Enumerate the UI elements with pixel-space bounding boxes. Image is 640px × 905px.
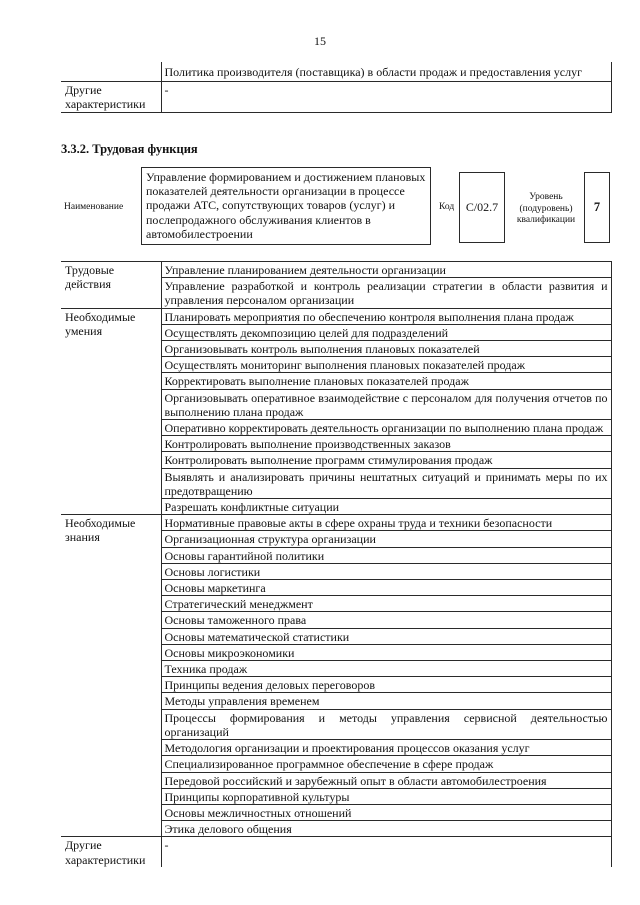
required-knowledge-item: Основы маркетинга <box>161 580 611 596</box>
other-characteristics-row <box>61 837 611 867</box>
function-code-label: Код <box>439 202 455 212</box>
required-knowledge-row <box>61 515 611 531</box>
required-knowledge-item: Этика делового общения <box>161 821 611 837</box>
labor-action-label: Трудовые действия <box>61 262 161 309</box>
top-table-continuation: Политика производителя (поставщика) в области продаж и предоставления услуг <box>161 62 611 82</box>
required-skill-item: Контролировать выполнение производственных заказов <box>161 436 611 452</box>
required-knowledge-label: Необходимые знания <box>61 515 161 837</box>
required-skill-item: Осуществлять декомпозицию целей для подразделений <box>161 324 611 340</box>
required-knowledge-item: Основы таможенного права <box>161 612 611 628</box>
required-skill-item: Организовывать оперативное взаимодействие с персоналом для получения отчетов по выполнению плана продаж <box>161 389 611 419</box>
required-skill-item: Контролировать выполнение программ стимулирования продаж <box>161 452 611 468</box>
labor-action-item: Управление разработкой и контроль реализации стратегии в области развития и управления персоналом организации <box>161 278 611 308</box>
required-knowledge-item: Техника продаж <box>161 661 611 677</box>
other-characteristics-value: - <box>161 837 611 867</box>
required-knowledge-item: Основы гарантийной политики <box>161 547 611 563</box>
top-table-other-value: - <box>161 82 611 112</box>
qualification-level-label: Уровень (подуровень) квалификации <box>516 192 576 225</box>
qualification-level-value: 7 <box>584 172 610 243</box>
required-skill-item: Корректировать выполнение плановых показателей продаж <box>161 373 611 389</box>
required-skill-item: Выявлять и анализировать причины нештатных ситуаций и принимать меры по их предотвращению <box>161 468 611 498</box>
required-skill-item: Организовывать контроль выполнения плановых показателей <box>161 341 611 357</box>
top-table-other-label: Другие характеристики <box>61 82 161 112</box>
required-knowledge-item: Стратегический менеджмент <box>161 596 611 612</box>
required-skill-item: Осуществлять мониторинг выполнения плановых показателей продаж <box>161 357 611 373</box>
required-skill-row <box>61 308 611 324</box>
section-heading: 3.3.2. Трудовая функция <box>61 142 198 156</box>
function-code-value: C/02.7 <box>459 172 505 243</box>
page-number: 15 <box>314 34 326 48</box>
labor-action-item: Управление планированием деятельности организации <box>161 262 611 278</box>
required-knowledge-item: Методы управления временем <box>161 693 611 709</box>
required-knowledge-item: Основы логистики <box>161 563 611 579</box>
required-knowledge-item: Основы математической статистики <box>161 628 611 644</box>
required-knowledge-item: Процессы формирования и методы управления сервисной деятельностью организаций <box>161 709 611 739</box>
required-knowledge-item: Методология организации и проектирования процессов оказания услуг <box>161 740 611 756</box>
required-knowledge-item: Нормативные правовые акты в сфере охраны труда и техники безопасности <box>161 515 611 531</box>
function-name-label: Наименование <box>64 202 124 212</box>
required-skill-item: Планировать мероприятия по обеспечению контроля выполнения плана продаж <box>161 308 611 324</box>
required-knowledge-item: Основы межличностных отношений <box>161 804 611 820</box>
required-knowledge-item: Организационная структура организации <box>161 531 611 547</box>
required-skill-item: Оперативно корректировать деятельность организации по выполнению плана продаж <box>161 420 611 436</box>
function-details-table <box>61 261 612 867</box>
required-skill-item: Разрешать конфликтные ситуации <box>161 499 611 515</box>
required-knowledge-item: Принципы корпоративной культуры <box>161 788 611 804</box>
required-knowledge-item: Основы микроэкономики <box>161 644 611 660</box>
top-table <box>61 62 612 113</box>
labor-action-row <box>61 262 611 278</box>
function-name-value: Управление формированием и достижением плановых показателей деятельности организации в процессе продажи АТС, сопутствующих товаров (услуг) и послепродажного обслуживания клиентов в автомобилестроении <box>141 167 431 245</box>
required-knowledge-item: Передовой российский и зарубежный опыт в области автомобилестроения <box>161 772 611 788</box>
required-skill-label: Необходимые умения <box>61 308 161 515</box>
other-characteristics-label: Другие характеристики <box>61 837 161 867</box>
required-knowledge-item: Специализированное программное обеспечение в сфере продаж <box>161 756 611 772</box>
top-table-empty-cell <box>61 62 161 82</box>
required-knowledge-item: Принципы ведения деловых переговоров <box>161 677 611 693</box>
